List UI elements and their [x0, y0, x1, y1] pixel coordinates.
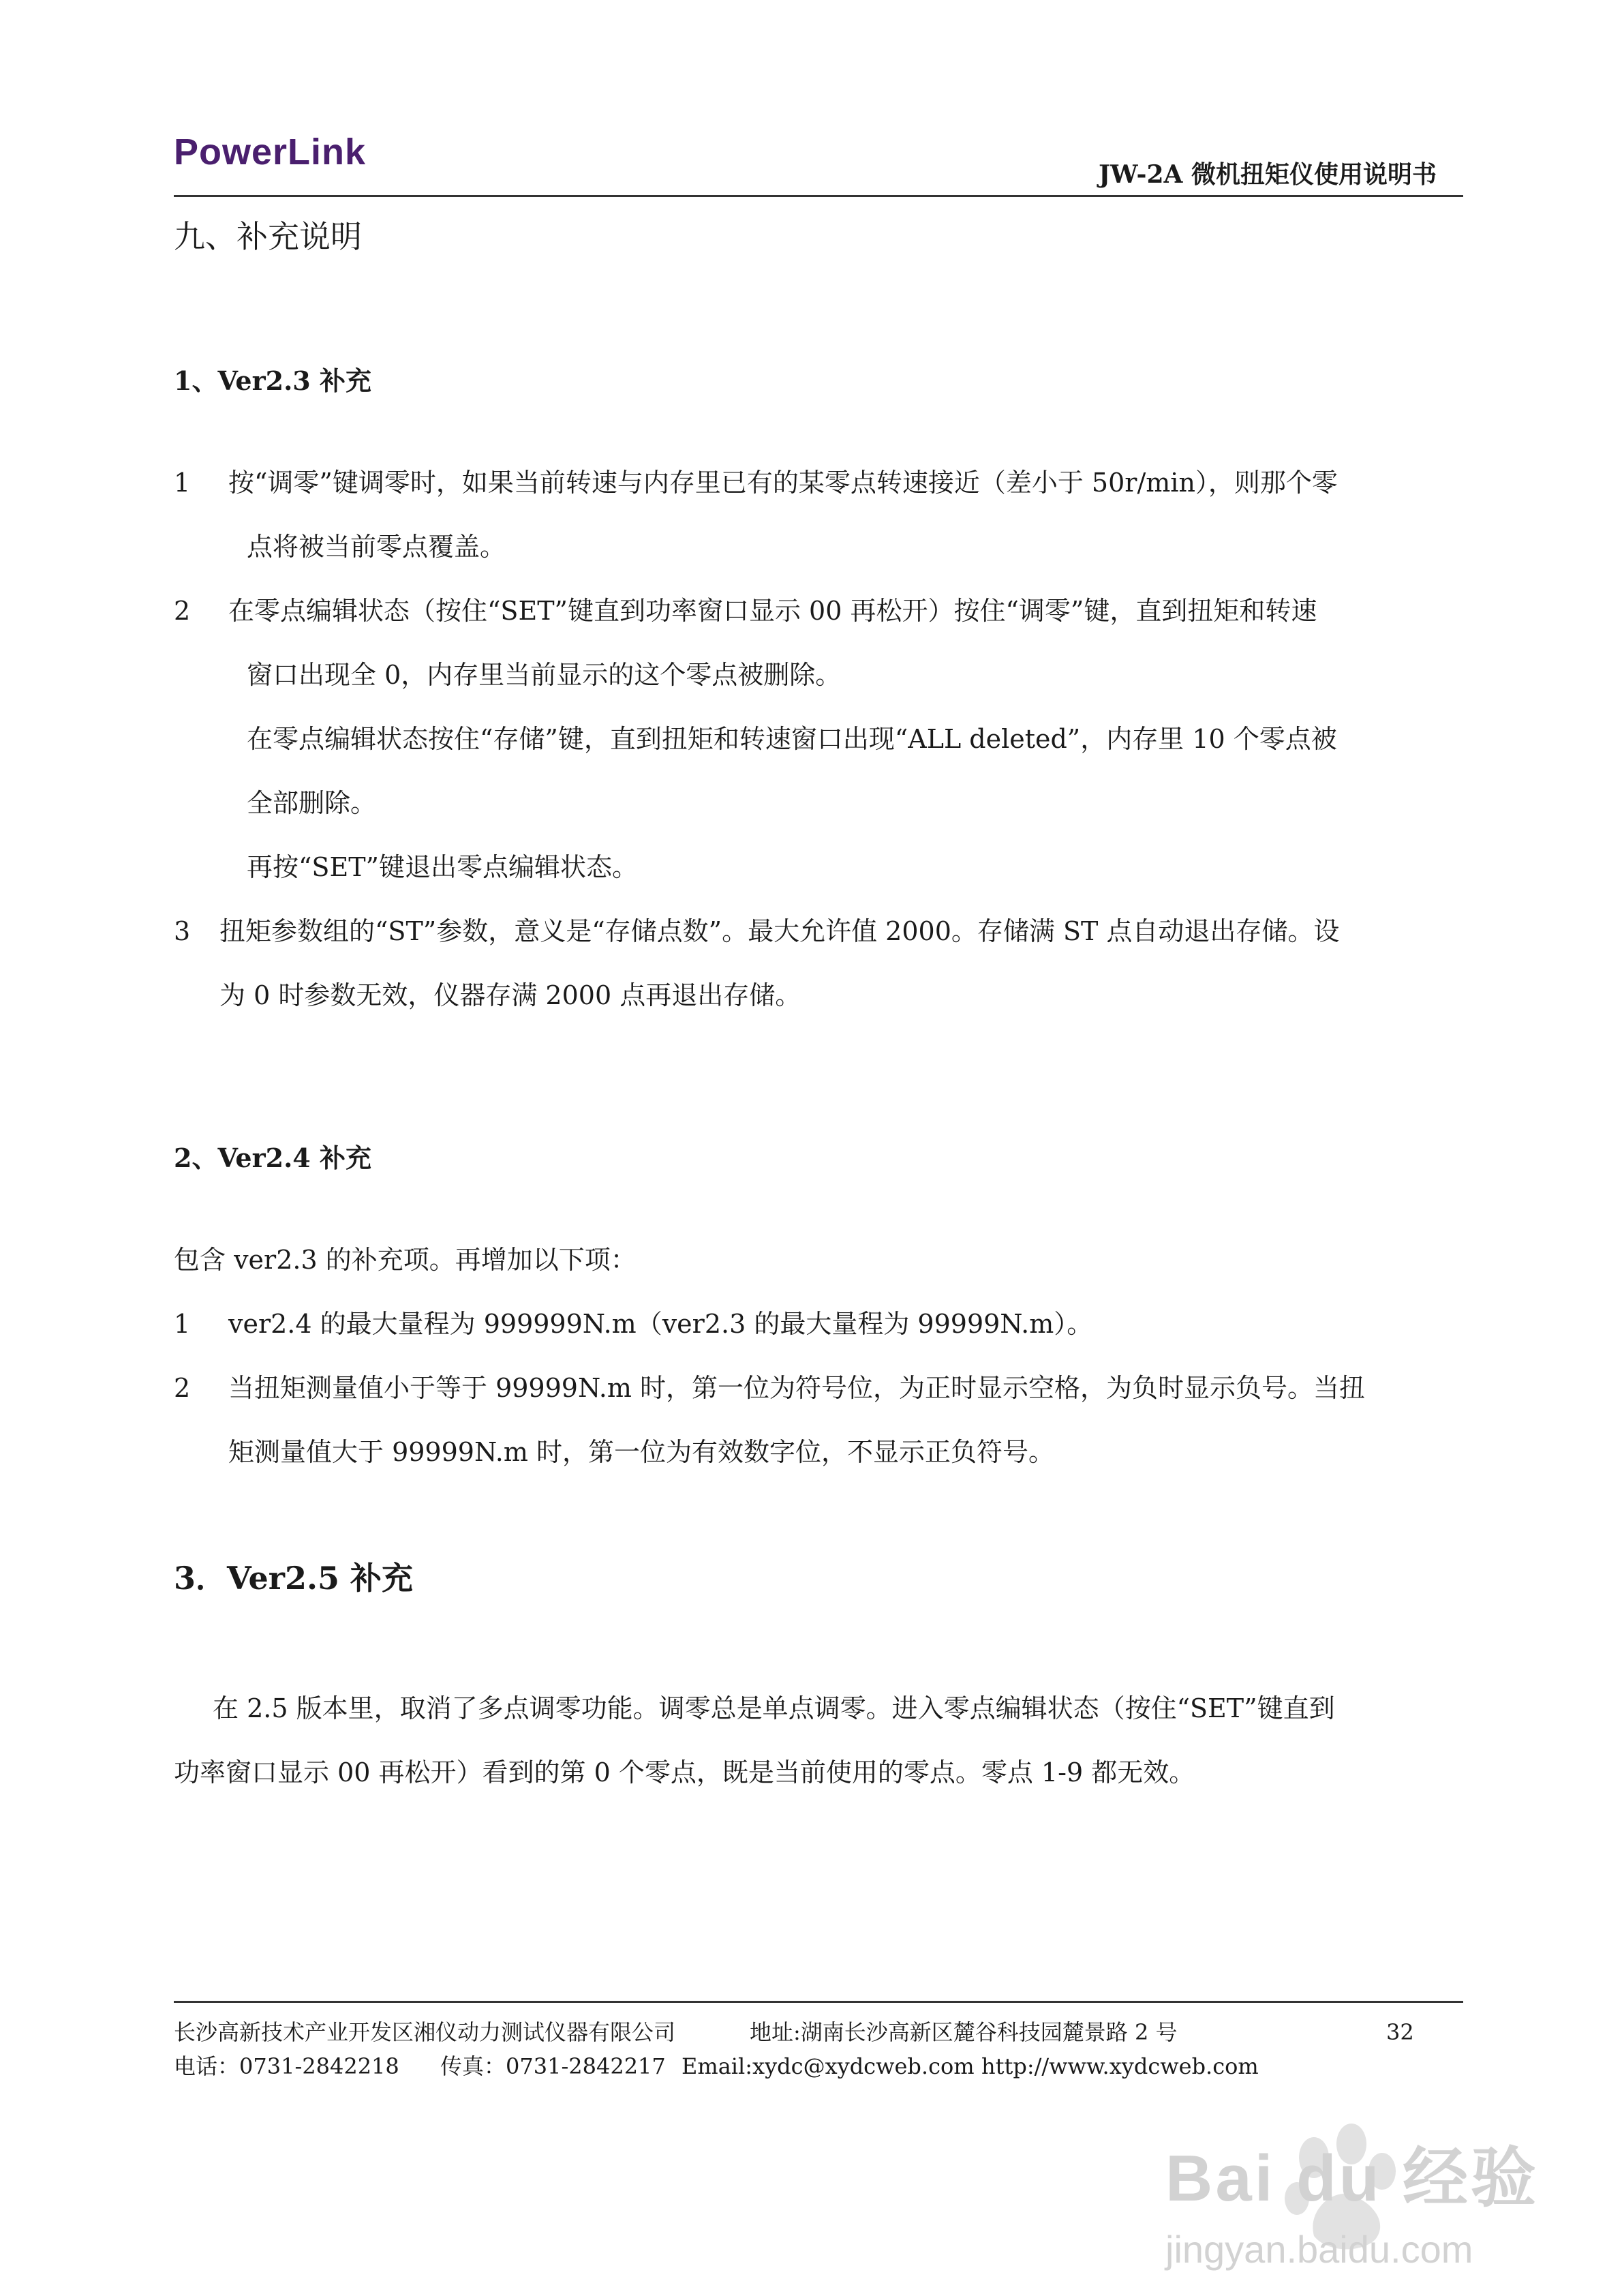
s3-line2: 功率窗口显示 00 再松开）看到的第 0 个零点，既是当前使用的零点。零点 1-9 都无效。 — [174, 1757, 1195, 1787]
s1-heading: 1、Ver2.3 补充 — [174, 365, 371, 396]
s1-item2-line5: 再按“SET”键退出零点编辑状态。 — [247, 852, 638, 882]
footer-address: 地址:湖南长沙高新区麓谷科技园麓景路 2 号 — [750, 2019, 1178, 2045]
footer-divider — [174, 2001, 1463, 2003]
footer-page-number: 32 — [1386, 2019, 1414, 2045]
s3-heading: 3．Ver2.5 补充 — [174, 1560, 414, 1597]
s2-item2-number: 2 — [174, 1373, 191, 1403]
s2-item2-line2: 矩测量值大于 99999N.m 时，第一位为有效数字位，不显示正负符号。 — [228, 1437, 1054, 1467]
footer-phone: 电话：0731-2842218 — [174, 2053, 399, 2079]
s1-item1-line1: 按“调零”键调零时，如果当前转速与内存里已有的某零点转速接近（差小于 50r/min），则那个零 — [228, 468, 1338, 498]
s1-item2-number: 2 — [174, 596, 191, 626]
footer-website: http://www.xydcweb.com — [981, 2053, 1259, 2079]
s2-item2-line1: 当扭矩测量值小于等于 99999N.m 时，第一位为符号位，为正时显示空格，为负时显示负号。当扭 — [228, 1373, 1365, 1403]
watermark-brand: Bai du 经验 — [1165, 2142, 1540, 2215]
s2-item1-line1: ver2.4 的最大量程为 999999N.m（ver2.3 的最大量程为 99999N.m）。 — [228, 1309, 1093, 1339]
watermark-url: jingyan.baidu.com — [1165, 2228, 1473, 2271]
footer-company: 长沙高新技术产业开发区湘仪动力测试仪器有限公司 — [174, 2019, 676, 2045]
s1-item2-line2: 窗口出现全 0，内存里当前显示的这个零点被删除。 — [247, 660, 842, 690]
s1-item2-line3: 在零点编辑状态按住“存储”键，直到扭矩和转速窗口出现“ALL deleted”，内存里 10 个零点被 — [247, 724, 1337, 754]
s3-line1: 在 2.5 版本里，取消了多点调零功能。调零总是单点调零。进入零点编辑状态（按住“SET”键直到 — [213, 1693, 1335, 1723]
logo-powerlink: PowerLink — [174, 132, 367, 172]
s1-item3-number: 3 — [174, 916, 191, 946]
s2-intro: 包含 ver2.3 的补充项。再增加以下项： — [174, 1245, 637, 1275]
s2-heading: 2、Ver2.4 补充 — [174, 1143, 371, 1173]
document-title: JW-2A 微机扭矩仪使用说明书 — [1099, 160, 1437, 189]
s1-item1-line2: 点将被当前零点覆盖。 — [247, 532, 506, 562]
s2-item1-number: 1 — [174, 1309, 191, 1339]
footer-email: Email:xydc@xydcweb.com — [682, 2053, 975, 2079]
s1-item1-number: 1 — [174, 468, 191, 498]
s1-item3-line2: 为 0 时参数无效，仪器存满 2000 点再退出存储。 — [219, 980, 801, 1010]
section-title: 九、补充说明 — [174, 218, 362, 255]
s1-item2-line1: 在零点编辑状态（按住“SET”键直到功率窗口显示 00 再松开）按住“调零”键，直到扭矩和转速 — [228, 596, 1317, 626]
s1-item2-line4: 全部删除。 — [247, 788, 377, 818]
header-divider — [174, 195, 1463, 197]
footer-fax: 传真：0731-2842217 — [440, 2053, 666, 2079]
s1-item3-line1: 扭矩参数组的“ST”参数，意义是“存储点数”。最大允许值 2000。存储满 ST 点自动退出存储。设 — [219, 916, 1340, 946]
